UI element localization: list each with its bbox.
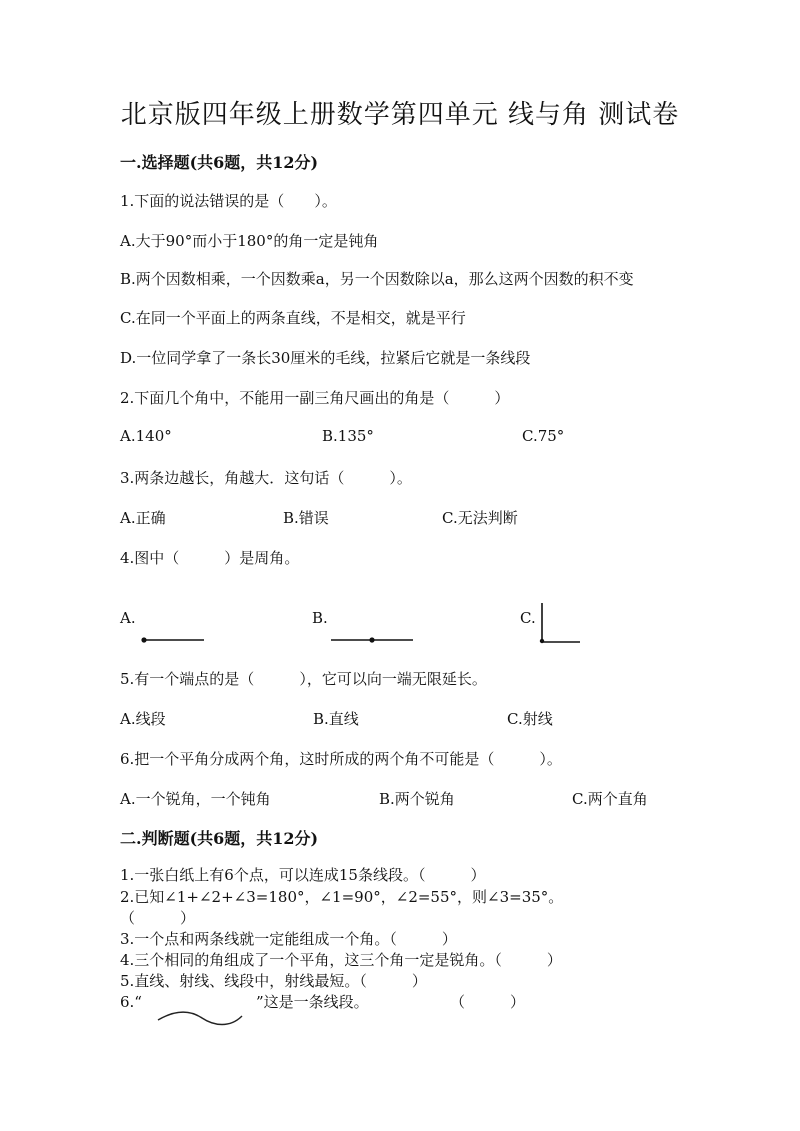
figure-c-right-angle [540,603,580,643]
question-6-option-c: C.两个直角 [572,790,648,808]
question-6: 6.把一个平角分成两个角，这时所成的两个角不可能是（ ）。 [120,750,562,768]
question-3-option-c: C.无法判断 [442,509,518,527]
judgement-2-bracket: （ ） [120,909,196,927]
figure-b-straight-angle [331,637,413,642]
question-5-option-b: B.直线 [313,710,359,728]
figure-a-ray [141,637,204,642]
section-heading-judgement: 二.判断题(共6题，共12分) [120,829,319,848]
judgement-4: 4.三个相同的角组成了一个平角，这三个角一定是锐角。（ ） [120,951,562,969]
judgement-2: 2.已知∠1+∠2+∠3=180°，∠1=90°，∠2=55°，则∠3=35°。 [120,888,564,906]
question-3-option-b: B.错误 [283,509,329,527]
question-1-option-d: D.一位同学拿了一条长30厘米的毛线，拉紧后它就是一条线段 [120,349,531,367]
judgement-6-open-quote: 6.“ [120,993,142,1011]
judgement-5: 5.直线、射线、线段中，射线最短。（ ） [120,972,427,990]
question-1: 1.下面的说法错误的是（ ）。 [120,192,337,210]
question-2-option-a: A.140° [120,427,172,445]
question-1-option-a: A.大于90°而小于180°的角一定是钝角 [120,232,379,250]
judgement-6: ”这是一条线段。 [256,993,369,1011]
judgement-3: 3.一个点和两条线就一定能组成一个角。（ ） [120,930,457,948]
judgement-1: 1.一张白纸上有6个点，可以连成15条线段。（ ） [120,866,486,884]
question-4-option-b: B. [312,609,328,627]
question-1-option-b: B.两个因数相乘，一个因数乘a，另一个因数除以a，那么这两个因数的积不变 [120,270,634,288]
question-6-option-b: B.两个锐角 [379,790,455,808]
question-2-option-b: B.135° [322,427,374,445]
page-title: 北京版四年级上册数学第四单元 线与角 测试卷 [120,100,680,130]
question-5: 5.有一个端点的是（ ），它可以向一端无限延长。 [120,670,487,688]
question-6-option-a: A.一个锐角，一个钝角 [120,790,271,808]
question-2: 2.下面几个角中，不能用一副三角尺画出的角是（ ） [120,389,510,407]
question-4: 4.图中（ ）是周角。 [120,549,300,567]
wavy-line-figure [150,1008,250,1032]
question-5-option-a: A.线段 [120,710,166,728]
question-3-option-a: A.正确 [120,509,166,527]
question-1-option-c: C.在同一个平面上的两条直线，不是相交，就是平行 [120,309,466,327]
question-2-option-c: C.75° [522,427,565,445]
question-5-option-c: C.射线 [507,710,553,728]
question-4-option-c: C. [520,609,536,627]
section-heading-choice: 一.选择题(共6题，共12分) [120,153,319,172]
question-3: 3.两条边越长，角越大．这句话（ ）。 [120,469,412,487]
judgement-6-bracket: （ ） [450,993,526,1011]
question-4-option-a: A. [120,609,136,627]
